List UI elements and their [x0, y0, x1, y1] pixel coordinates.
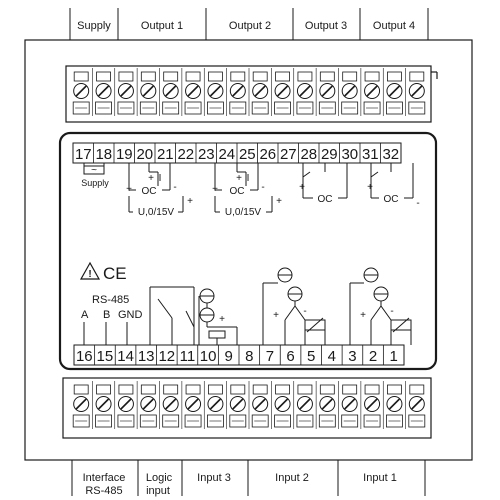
terminal-tab	[253, 385, 267, 394]
terminal-tab	[74, 72, 88, 81]
output-4-oc: OC	[383, 194, 399, 205]
output-4-symbol	[371, 163, 413, 198]
rs485-pin-a: A	[81, 309, 89, 321]
output-2-oc-plus: +	[212, 184, 218, 195]
terminal-tab	[208, 385, 222, 394]
group-label-output-4: Output 4	[372, 20, 416, 32]
group-label-logic-input: input	[146, 485, 170, 497]
terminal-tab	[276, 385, 290, 394]
output-1-oc: OC	[141, 186, 157, 197]
rs485-label: RS-485	[92, 294, 130, 306]
terminal-number-top: 27	[279, 146, 297, 163]
terminal-tab	[365, 385, 379, 394]
group-label-output-2: Output 2	[228, 20, 272, 32]
terminal-number-top: 32	[382, 146, 400, 163]
housing	[25, 40, 472, 460]
group-label-supply: Supply	[77, 20, 111, 32]
terminal-number-bottom: 4	[327, 348, 336, 365]
output-1-oc-plus: +	[126, 184, 132, 195]
terminal-tab	[186, 385, 200, 394]
terminal-number-bottom: 9	[224, 348, 233, 365]
input-1-plus: +	[360, 310, 366, 321]
terminal-tab	[365, 72, 379, 81]
output-3-symbol	[303, 163, 347, 198]
rs485-pin-gnd: GND	[118, 309, 143, 321]
terminal-tab	[298, 72, 312, 81]
supply-caption: Supply	[81, 178, 109, 188]
terminal-number-bottom: 7	[265, 348, 275, 365]
terminal-tab	[97, 385, 111, 394]
terminal-tab	[141, 385, 155, 394]
group-label-interface-rs485: RS-485	[85, 485, 123, 497]
top-screw-block	[73, 68, 425, 116]
terminal-number-top: 28	[300, 146, 318, 163]
output-4-oc-plus: +	[367, 182, 373, 193]
terminal-number-top: 20	[136, 146, 154, 163]
terminal-number-top: 31	[361, 146, 379, 163]
input-2-plus: +	[273, 310, 279, 321]
output-2-oc-minus: -	[261, 182, 265, 193]
terminal-tab	[119, 72, 133, 81]
warning-mark: !	[88, 269, 92, 280]
terminal-number-top: 18	[95, 146, 113, 163]
terminal-number-bottom: 1	[389, 348, 398, 365]
terminal-number-bottom: 8	[245, 348, 254, 365]
terminal-tab	[410, 72, 424, 81]
terminal-tab	[231, 385, 245, 394]
terminal-tab	[320, 385, 334, 394]
input-1-symbol	[350, 268, 411, 345]
terminal-number-bottom: 12	[158, 348, 176, 365]
bottom-screw-block	[73, 381, 425, 429]
output-2-current-symbol: I	[246, 173, 250, 184]
terminal-number-bottom: 3	[348, 348, 357, 365]
terminal-number-bottom: 15	[96, 348, 114, 365]
terminal-number-bottom: 10	[199, 348, 217, 365]
group-label-input-2: Input 2	[275, 472, 309, 484]
input-1-minus: -	[390, 306, 394, 317]
terminal-number-top: 17	[74, 146, 92, 163]
input-2-symbol	[263, 268, 325, 345]
terminal-tab	[186, 72, 200, 81]
output-1-analog-range: U,0/15V	[137, 207, 175, 218]
terminal-tab	[164, 72, 178, 81]
output-2-oc: OC	[229, 186, 245, 197]
terminal-tab	[253, 72, 267, 81]
group-label-output-1: Output 1	[140, 20, 184, 32]
output-1-current-symbol: I	[158, 173, 162, 184]
terminal-tab	[387, 72, 401, 81]
output-1-oc-minus: -	[173, 182, 177, 193]
output-2-analog-plus: +	[276, 196, 282, 207]
output-3-oc-plus: +	[299, 182, 305, 193]
terminal-tab	[97, 72, 111, 81]
terminal-number-top: 19	[115, 146, 133, 163]
group-label-input-3: Input 3	[197, 472, 231, 484]
output-1-analog-plus: +	[187, 196, 193, 207]
terminal-number-top: 29	[320, 146, 338, 163]
group-label-logic: Logic	[145, 472, 173, 484]
terminal-tab	[387, 385, 401, 394]
terminal-number-bottom: 16	[75, 348, 93, 365]
terminal-tab	[141, 72, 155, 81]
terminal-number-top: 21	[156, 146, 174, 163]
terminal-tab	[298, 385, 312, 394]
input-3-plus: +	[219, 314, 225, 325]
terminal-tab	[410, 385, 424, 394]
terminal-number-bottom: 11	[179, 348, 196, 365]
terminal-number-bottom: 13	[137, 348, 155, 365]
terminal-number-bottom: 14	[117, 348, 134, 365]
terminal-number-top: 23	[197, 146, 215, 163]
group-label-input-1: Input 1	[363, 472, 397, 484]
terminal-number-top: 25	[238, 146, 256, 163]
output-2-analog-range: U,0/15V	[224, 207, 262, 218]
group-label-output-3: Output 3	[304, 20, 348, 32]
terminal-number-top: 26	[259, 146, 277, 163]
output-3-oc: OC	[317, 194, 333, 205]
ce-mark: CE	[103, 264, 127, 283]
input-3-symbol	[199, 289, 237, 345]
terminal-tab	[343, 385, 357, 394]
group-label-interface: Interface	[82, 472, 126, 484]
supply-tilde: ~	[91, 165, 97, 176]
faceplate	[60, 133, 436, 369]
terminal-number-top: 22	[177, 146, 195, 163]
output-2-current-plus: +	[236, 173, 242, 184]
output-1-current-plus: +	[148, 173, 154, 184]
output-4-oc-minus: -	[416, 198, 420, 209]
terminal-tab	[231, 72, 245, 81]
terminal-number-top: 24	[218, 146, 236, 163]
terminal-number-bottom: 5	[307, 348, 316, 365]
terminal-tab	[208, 72, 222, 81]
terminal-tab	[320, 72, 334, 81]
terminal-number-bottom: 2	[368, 348, 378, 365]
terminal-tab	[119, 385, 133, 394]
terminal-tab	[276, 72, 290, 81]
terminal-tab	[343, 72, 357, 81]
terminal-number-top: 30	[341, 146, 359, 163]
input-2-minus: -	[303, 306, 307, 317]
rs485-leads	[84, 322, 127, 345]
rs485-pin-b: B	[103, 309, 111, 321]
terminal-tab	[164, 385, 178, 394]
terminal-number-bottom: 6	[286, 348, 295, 365]
terminal-tab	[74, 385, 88, 394]
logic-input-symbol	[150, 287, 194, 345]
